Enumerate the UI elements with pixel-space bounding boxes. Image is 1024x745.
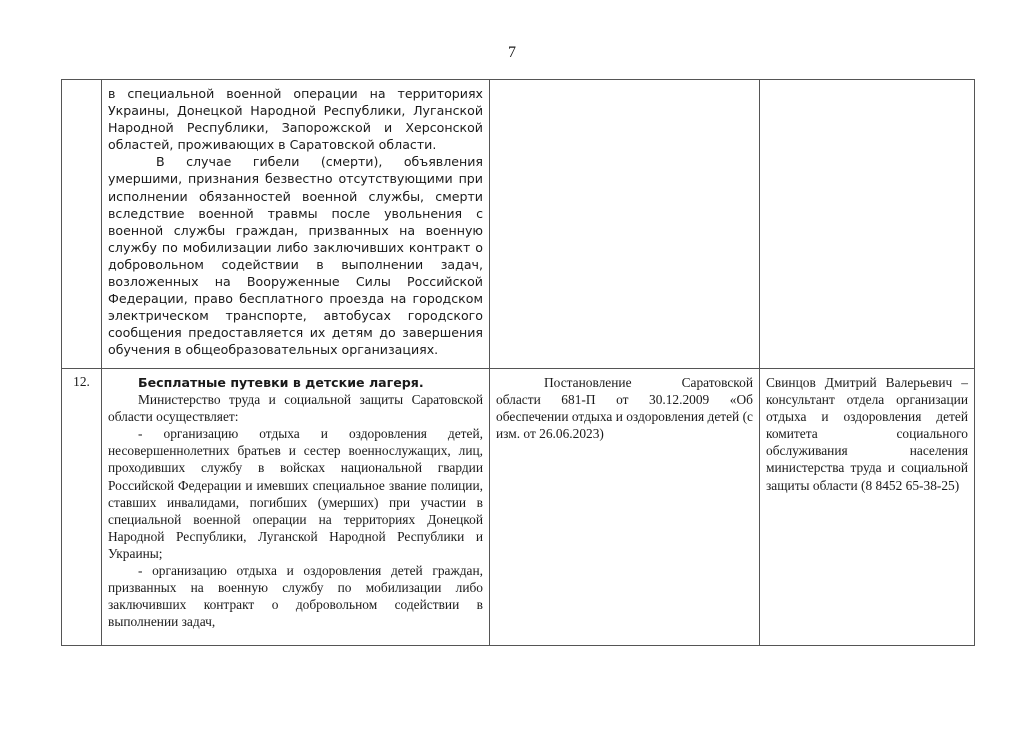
row-number-cell xyxy=(62,369,102,646)
benefit-title: Бесплатные путевки в детские лагеря. xyxy=(138,375,424,390)
contact-cell xyxy=(760,80,975,369)
table-row xyxy=(62,369,975,646)
row-number: 12. xyxy=(73,374,90,389)
description-paragraph: - организацию отдыха и оздоровления детей, несовершеннолетних братьев и сестер военнослужащих, лиц, проходивших службу в войсках национальной гвардии Российской Федерации и имевших специальное звание полиции, ставших инвалидами, погибших (умерших) при участии в специальной военной операции на территориях Донецкой Народной Республики, Луганской Народной Республики и Украины; xyxy=(108,426,483,561)
contact-text: Свинцов Дмитрий Валерьевич – консультант отдела организации отдыха и оздоровления детей комитета социального обслуживания населения министерства труда и социальной защиты области (8 8452 65-38-25) xyxy=(766,375,968,493)
description-paragraph: В случае гибели (смерти), объявления умершими, признания безвестно отсутствующими при исполнении обязанностей военной службы, смерти вследствие военной травмы после увольнения с военной службы граждан, призванных на военную службу по мобилизации либо заключивших контракт о добровольном содействии в выполнении задач, возложенных на Вооруженные Силы Российской Федерации, право бесплатного проезда на городском электрическом транспорте, автобусах городского сообщения предоставляется их детям до завершения обучения в общеобразовательных организациях. xyxy=(108,154,483,358)
description-paragraph: - организацию отдыха и оздоровления детей граждан, призванных на военную службу по мобилизации либо заключивших контракт о добровольном содействии в выполнении задач, xyxy=(108,563,483,630)
description-paragraph: в специальной военной операции на территориях Украины, Донецкой Народной Республики, Луганской Народной Республики, Запорожской и Херсонской областей, проживающих в Саратовской области. xyxy=(108,86,483,153)
description-cell xyxy=(102,369,490,646)
row-number-cell xyxy=(62,80,102,369)
table-row xyxy=(62,80,975,369)
benefits-table xyxy=(61,79,975,646)
legal-basis-text: Постановление Саратовской области 681-П от 30.12.2009 «Об обеспечении отдыха и оздоровления детей (с изм. от 26.06.2023) xyxy=(496,375,753,442)
description-cell xyxy=(102,80,490,369)
contact-text xyxy=(760,80,974,88)
description-paragraph: Министерство труда и социальной защиты Саратовской области осуществляет: xyxy=(108,392,483,425)
legal-basis-cell xyxy=(490,369,760,646)
contact-cell xyxy=(760,369,975,646)
page-number: 7 xyxy=(508,44,516,61)
legal-basis-cell xyxy=(490,80,760,369)
row-number xyxy=(62,80,101,84)
legal-basis-text xyxy=(490,80,759,88)
